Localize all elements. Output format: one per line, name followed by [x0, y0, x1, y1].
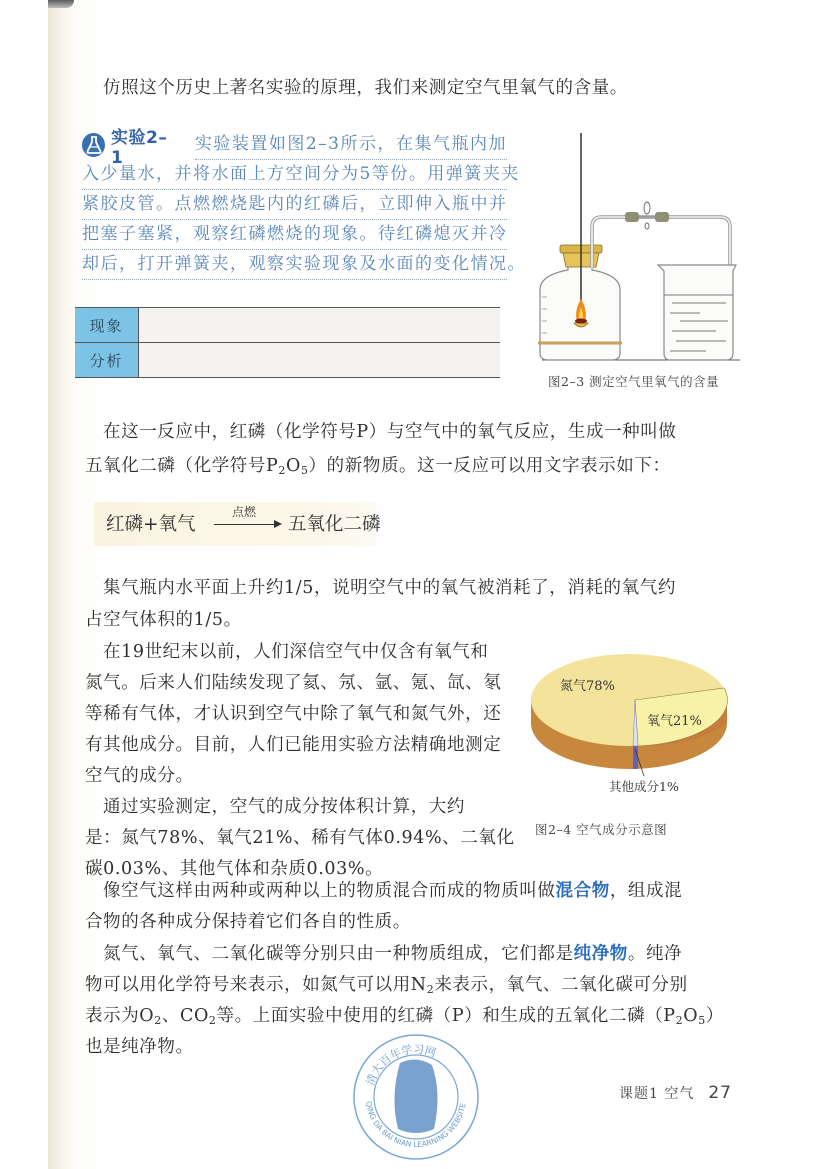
figure-2-3-caption: 图2–3 测定空气里氧气的含量 [548, 374, 720, 389]
reaction-paragraph-line: 在这一反应中，红磷（化学符号P）与空气中的氧气反应，生成一种叫做 [103, 422, 677, 442]
experiment-title: 实验2–1 [111, 127, 168, 168]
history-line: 在19世纪末以前，人们深信空气中仅含有氧气和 [103, 642, 489, 662]
experiment-box [82, 127, 526, 280]
text-span: ，组成混 [609, 881, 683, 901]
row-label-analysis: 分析 [75, 343, 139, 378]
term-pure-substance: 纯净物 [573, 944, 628, 964]
table-row [75, 308, 500, 343]
text-span: 五氧化二磷（化学符号P [85, 456, 279, 476]
row-value-analysis[interactable] [139, 343, 501, 378]
arrow-right-icon [214, 524, 280, 525]
text-span: 氮气、氧气、二氧化碳等分别只由一种物质组成，它们都是 [103, 944, 574, 964]
word-equation [94, 502, 381, 546]
text-span: 、CO [161, 1006, 209, 1026]
page-corner-shadow [48, 0, 74, 8]
pure-line: 也是纯净物。 [85, 1037, 194, 1057]
text-span: 来表示，氧气、二氧化碳可分别 [434, 975, 688, 995]
mixture-line: 合物的各种成分保持着它们各自的性质。 [85, 912, 411, 932]
history-line: 有其他成分。目前，人们已能用实验方法精确地测定 [85, 735, 502, 755]
subscript: 5 [300, 464, 309, 477]
page-footer [619, 1083, 732, 1103]
experiment-line: 入少量水，并将水面上方空间分为5等份。用弹簧夹夹 [82, 160, 507, 190]
table-row [75, 343, 500, 378]
experiment-line: 实验装置如图2–3所示，在集气瓶内加 [195, 130, 507, 160]
subscript: 2 [154, 1014, 162, 1027]
text-span: 表示为O [85, 1006, 155, 1026]
equation-reactants: 红磷+氧气 [106, 514, 196, 535]
text-span: 物可以用化学符号来表示，如氮气可以用N [85, 975, 427, 995]
section-name: 课题1 空气 [619, 1086, 695, 1102]
text-span: ） [705, 1006, 724, 1026]
equation-condition: 点燃 [232, 505, 257, 519]
subscript: 2 [208, 1014, 217, 1027]
result-paragraph-line: 集气瓶内水平面上升约1/5，说明空气中的氧气被消耗了，消耗的氧气约 [103, 578, 676, 598]
row-label-phenomenon: 现象 [75, 308, 139, 343]
pie-label-nitrogen: 氮气78% [560, 679, 615, 694]
text-span: O [285, 456, 301, 476]
equation-product: 五氧化二磷 [288, 514, 381, 535]
watermark-top-text: 清大百年学习网 [363, 1042, 438, 1088]
text-span: 等。上面实验中使用的红磷（P）和生成的五氧化二磷（P [216, 1006, 676, 1026]
history-line: 等稀有气体，才认识到空气中除了氧气和氮气外，还 [85, 704, 502, 724]
flask-icon [82, 133, 105, 157]
composition-line: 是：氮气78%、氧气21%、稀有气体0.94%、二氧化 [85, 828, 515, 848]
result-paragraph-line: 占空气体积的1/5。 [85, 610, 242, 630]
composition-line: 通过实验测定，空气的成分按体积计算，大约 [103, 797, 465, 817]
text-span: O [683, 1006, 699, 1026]
intro-paragraph: 仿照这个历史上著名实验的原理，我们来测定空气里氧气的含量。 [103, 78, 628, 98]
watermark-seal [352, 1033, 480, 1161]
pure-line [85, 1000, 724, 1032]
composition-line: 碳0.03%、其他气体和杂质0.03%。 [85, 859, 384, 879]
experiment-line: 却后，打开弹簧夹，观察实验现象及水面的变化情况。 [82, 250, 507, 280]
pie-label-oxygen: 氧气21% [647, 714, 702, 729]
term-mixture: 混合物 [555, 881, 610, 901]
pure-line [103, 938, 682, 970]
watermark-bottom-text: QING DA BAI NIAN LEARNING WEBSITE [364, 1100, 468, 1150]
reaction-paragraph-line [85, 450, 671, 482]
page-number: 27 [708, 1083, 732, 1103]
text-span: 。纯净 [627, 944, 683, 964]
apparatus-figure [530, 125, 750, 365]
text-span: 像空气这样由两种或两种以上的物质混合而成的物质叫做 [103, 881, 556, 901]
subscript: 2 [426, 983, 435, 996]
mixture-line [103, 875, 682, 907]
pure-line [85, 969, 688, 1001]
experiment-line: 把塞子塞紧，观察红磷燃烧的现象。待红磷熄灭并冷 [82, 220, 507, 250]
experiment-line: 紧胶皮管。点燃燃烧匙内的红磷后，立即伸入瓶中并 [82, 190, 507, 220]
figure-2-4-caption: 图2–4 空气成分示意图 [535, 822, 668, 837]
pie-label-other: 其他成分1% [609, 779, 679, 794]
text-span: ）的新物质。这一反应可以用文字表示如下： [308, 456, 671, 476]
air-composition-pie-chart [525, 645, 730, 795]
row-value-phenomenon[interactable] [139, 308, 501, 343]
subscript: 2 [675, 1014, 684, 1027]
subscript: 5 [698, 1014, 706, 1027]
history-line: 氮气。后来人们陆续发现了氦、氖、氩、氪、氙、氡 [85, 673, 502, 693]
subscript: 2 [278, 464, 286, 477]
history-line: 空气的成分。 [85, 766, 194, 786]
observation-table [75, 307, 500, 378]
